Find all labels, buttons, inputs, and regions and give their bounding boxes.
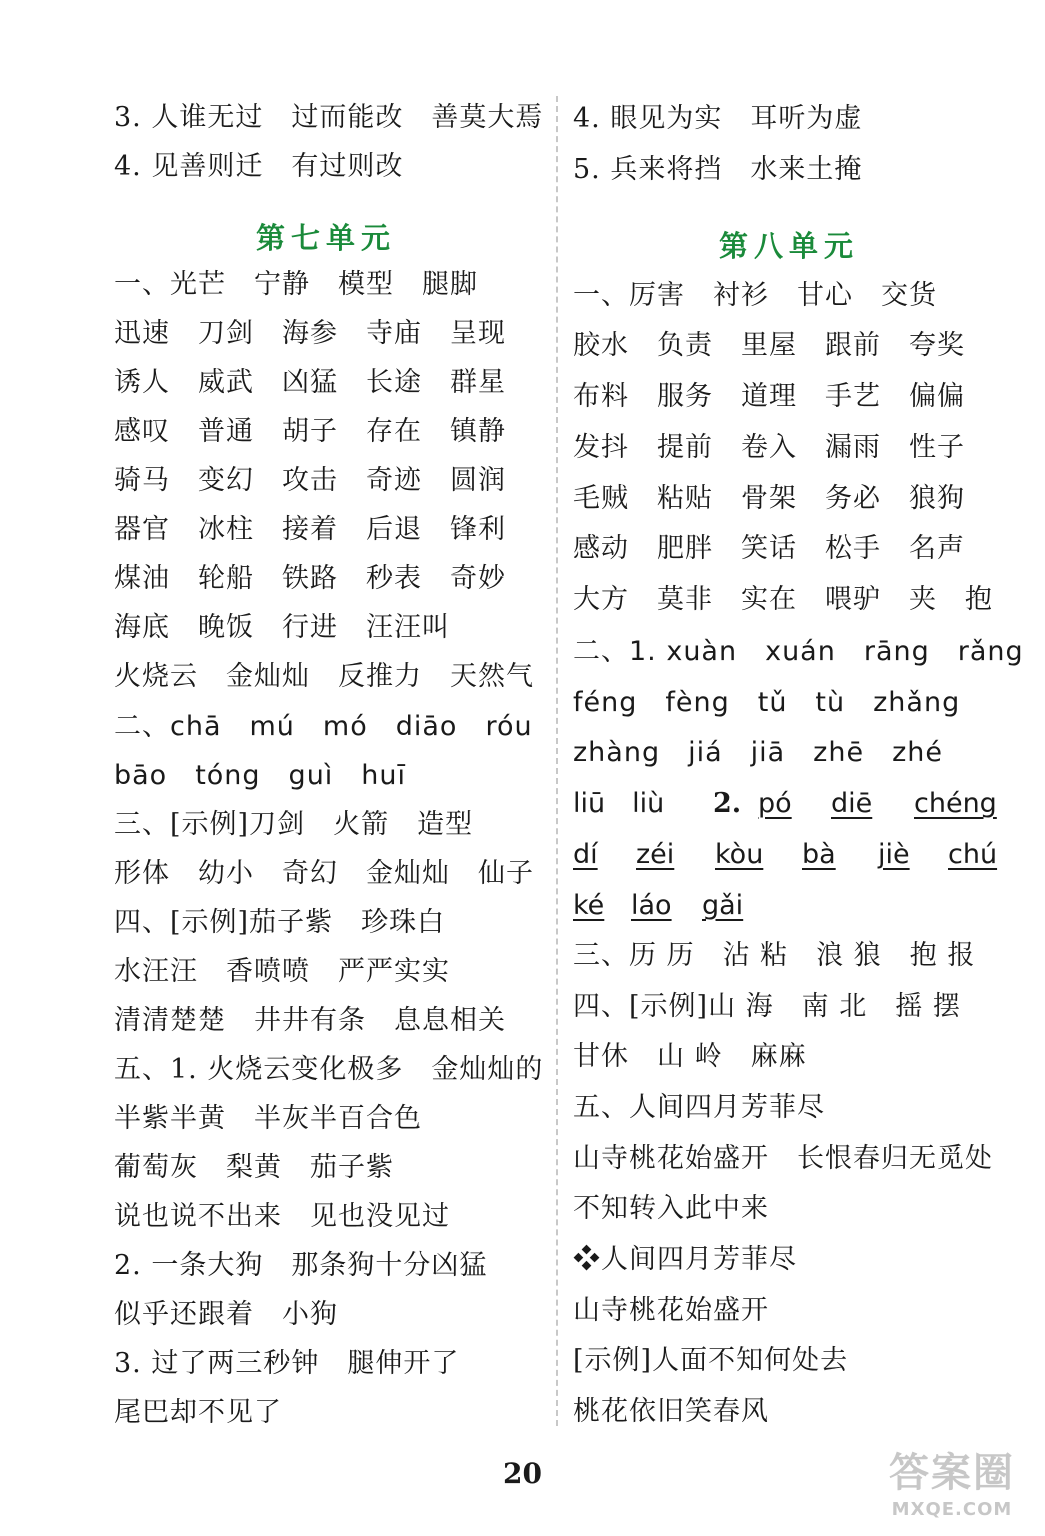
answer-line: 发抖 提前 卷入 漏雨 性子 — [573, 432, 965, 463]
answer-line: 半紫半黄 半灰半百合色 — [114, 1103, 422, 1134]
answer-line: 尾巴却不见了 — [114, 1397, 282, 1428]
answer-line: 三、[示例]刀剑 火箭 造型 — [114, 809, 474, 840]
underlined-pinyin: ké — [573, 890, 605, 921]
answer-line: 毛贼 粘贴 骨架 务必 狼狗 — [573, 483, 965, 514]
answer-line: 煤油 轮船 铁路 秒表 奇妙 — [114, 563, 506, 594]
answer-line: 桃花依旧笑春风 — [573, 1396, 769, 1427]
answer-line: [示例]人面不知何处去 — [573, 1345, 849, 1376]
answer-line: 胶水 负责 里屋 跟前 夸奖 — [573, 330, 965, 361]
answer-line: 骑马 变幻 攻击 奇迹 圆润 — [114, 465, 506, 496]
answer-line: 说也说不出来 见也没见过 — [114, 1201, 450, 1232]
answer-line: 感叹 普通 胡子 存在 镇静 — [114, 416, 506, 447]
answer-line: 形体 幼小 奇幻 金灿灿 仙子 — [114, 858, 534, 889]
watermark-text: 答案圈 — [889, 1450, 1015, 1496]
answer-line: 不知转入此中来 — [573, 1193, 769, 1224]
pinyin-line: bāo tóng guì huī — [114, 760, 407, 791]
pinyin-line: 二、1. xuàn xuán rāng rǎng — [573, 636, 1024, 667]
pinyin-line: zhàng jiá jiā zhē zhé — [573, 737, 943, 768]
underlined-pinyin: láo — [631, 890, 672, 921]
answer-line: ❖人间四月芳菲尽 — [573, 1244, 797, 1275]
answer-line: 火烧云 金灿灿 反推力 天然气 — [114, 661, 534, 692]
page-number: 20 — [503, 1457, 542, 1490]
underlined-pinyin: gǎi — [702, 890, 744, 921]
underlined-pinyin: pó — [758, 788, 792, 819]
column-divider — [556, 96, 558, 1426]
pinyin-row-1 — [573, 784, 1003, 824]
answer-line: 3. 人谁无过 过而能改 善莫大焉 — [114, 102, 544, 133]
answer-line: 海底 晚饭 行进 汪汪叫 — [114, 612, 450, 643]
underlined-pinyin: kòu — [715, 839, 764, 870]
pinyin-prefix: liū liù — [573, 788, 692, 819]
answer-line: 一、光芒 宁静 模型 腿脚 — [114, 269, 478, 300]
answer-line: 水汪汪 香喷喷 严严实实 — [114, 956, 450, 987]
answer-line: 4. 眼见为实 耳听为虚 — [573, 103, 863, 134]
underlined-pinyin: chéng — [914, 788, 997, 819]
answer-line: 山寺桃花始盛开 — [573, 1295, 769, 1326]
answer-line: 葡萄灰 梨黄 茄子紫 — [114, 1152, 394, 1183]
answer-line: 五、人间四月芳菲尽 — [573, 1092, 825, 1123]
answer-line: 三、历 历 沾 粘 浪 狼 抱 报 — [573, 940, 976, 971]
underlined-pinyin: diē — [831, 788, 873, 819]
answer-line: 清清楚楚 井井有条 息息相关 — [114, 1005, 506, 1036]
answer-line: 2. 一条大狗 那条狗十分凶猛 — [114, 1250, 488, 1281]
underlined-pinyin: jiè — [878, 839, 910, 870]
answer-line: 五、1. 火烧云变化极多 金灿灿的 — [114, 1054, 544, 1085]
underlined-pinyin: bà — [802, 839, 836, 870]
answer-line: 布料 服务 道理 手艺 偏偏 — [573, 381, 965, 412]
pinyin-row-3 — [573, 886, 1003, 926]
answer-line: 3. 过了两三秒钟 腿伸开了 — [114, 1348, 460, 1379]
pinyin-row-2 — [573, 835, 1003, 875]
answer-line: 感动 肥胖 笑话 松手 名声 — [573, 533, 965, 564]
answer-line: 器官 冰柱 接着 后退 锋利 — [114, 514, 506, 545]
answer-line: 甘休 山 岭 麻麻 — [573, 1041, 807, 1072]
answer-line: 诱人 威武 凶猛 长途 群星 — [114, 367, 506, 398]
answer-line: 山寺桃花始盛开 长恨春归无觅处 — [573, 1143, 993, 1174]
answer-line: 5. 兵来将挡 水来土掩 — [573, 154, 863, 185]
underlined-pinyin: chú — [948, 839, 998, 870]
unit-heading-7: 第七单元 — [256, 221, 397, 255]
answer-line: 四、[示例]山 海 南 北 摇 摆 — [573, 991, 961, 1022]
watermark-logo — [872, 1448, 1032, 1526]
underlined-pinyin: dí — [573, 839, 598, 870]
pinyin-line: 二、chā mú mó diāo róu — [114, 711, 533, 742]
answer-line: 似乎还跟着 小狗 — [114, 1299, 338, 1330]
unit-heading-8: 第八单元 — [719, 229, 860, 263]
answer-line: 迅速 刀剑 海参 寺庙 呈现 — [114, 318, 506, 349]
pinyin-line: féng fèng tǔ tù zhǎng — [573, 687, 961, 718]
watermark-url: MXQE.COM — [891, 1499, 1013, 1520]
answer-line: 四、[示例]茄子紫 珍珠白 — [114, 907, 446, 938]
question-number: 2. — [713, 788, 742, 819]
underlined-pinyin: zéi — [636, 839, 675, 870]
answer-line: 一、厉害 衬衫 甘心 交货 — [573, 280, 937, 311]
answer-line: 大方 莫非 实在 喂驴 夹 抱 — [573, 584, 993, 615]
answer-line: 4. 见善则迁 有过则改 — [114, 151, 404, 182]
